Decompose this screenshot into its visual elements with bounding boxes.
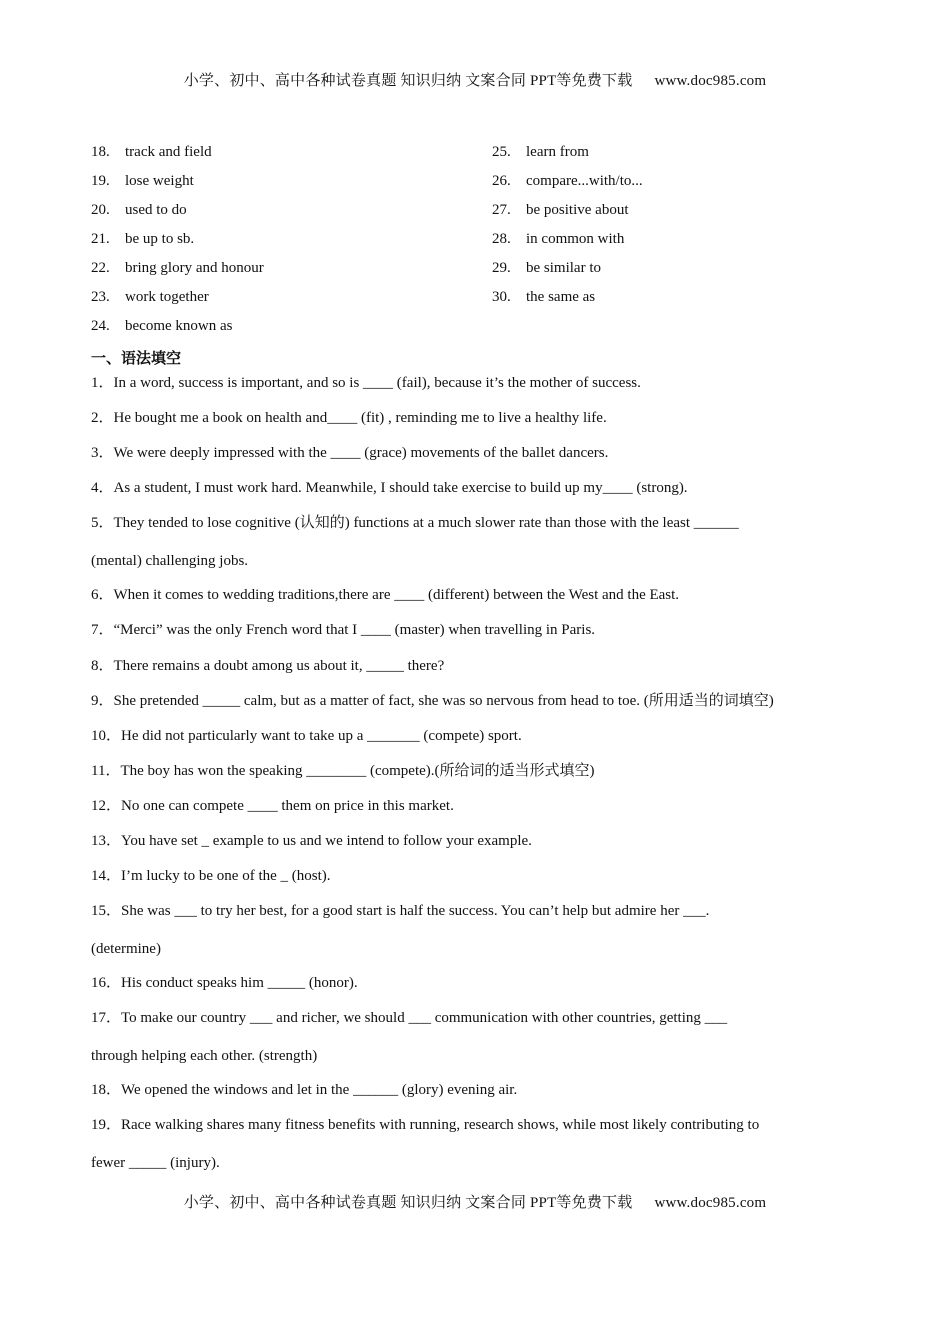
vocab-phrase: work together — [125, 289, 209, 305]
header-site-link[interactable]: www.doc985.com — [654, 73, 767, 89]
question-line: 12．No one can compete ____ them on price in this market. — [91, 798, 454, 814]
vocab-item — [492, 287, 643, 316]
vocab-number: 23. — [91, 289, 110, 305]
question-line: 18．We opened the windows and let in the ______ (glory) evening air. — [91, 1082, 518, 1098]
vocab-phrase: compare...with/to... — [526, 173, 643, 189]
footer-text: 小学、初中、高中各种试卷真题 知识归纳 文案合同 PPT等免费下载 — [183, 1195, 633, 1211]
vocab-item — [492, 229, 643, 258]
question-line: 1．In a word, success is important, and so is ____ (fail), because it’s the mother of success. — [91, 375, 641, 391]
question-line: 5．They tended to lose cognitive (认知的) functions at a much slower rate than those with the least ______ — [91, 515, 739, 531]
vocab-number: 20. — [91, 202, 110, 218]
vocab-phrase: learn from — [526, 144, 589, 160]
question-line: 2．He bought me a book on health and____ (fit) , reminding me to live a healthy life. — [91, 410, 607, 426]
question-line: 13．You have set _ example to us and we intend to follow your example. — [91, 833, 532, 849]
page-footer — [0, 1191, 950, 1212]
vocab-item — [91, 258, 264, 287]
question-line-continued: (mental) challenging jobs. — [91, 553, 249, 569]
vocab-phrase: track and field — [125, 144, 212, 160]
vocab-phrase: lose weight — [125, 173, 194, 189]
vocab-phrase: become known as — [125, 318, 233, 334]
vocab-item — [91, 229, 264, 258]
vocab-number: 19. — [91, 173, 110, 189]
footer-site-link[interactable]: www.doc985.com — [654, 1195, 767, 1211]
vocab-number: 27. — [492, 202, 511, 218]
page-header — [0, 69, 950, 90]
vocab-phrase: in common with — [526, 231, 625, 247]
vocab-item — [91, 200, 264, 229]
vocab-number: 24. — [91, 318, 110, 334]
question-line-continued: (determine) — [91, 941, 161, 957]
header-text: 小学、初中、高中各种试卷真题 知识归纳 文案合同 PPT等免费下载 — [183, 73, 633, 89]
question-line: 9．She pretended _____ calm, but as a matter of fact, she was so nervous from head to toe. (所用适当的词填空) — [91, 693, 774, 709]
vocab-item — [91, 171, 264, 200]
vocab-phrase: bring glory and honour — [125, 260, 264, 276]
question-line: 7．“Merci” was the only French word that I ____ (master) when travelling in Paris. — [91, 622, 596, 638]
vocab-number: 21. — [91, 231, 110, 247]
vocab-phrase: used to do — [125, 202, 187, 218]
vocab-number: 30. — [492, 289, 511, 305]
question-line: 3．We were deeply impressed with the ____ (grace) movements of the ballet dancers. — [91, 445, 609, 461]
question-line: 19．Race walking shares many fitness benefits with running, research shows, while most likely contributing to — [91, 1117, 760, 1133]
question-line: 4．As a student, I must work hard. Meanwhile, I should take exercise to build up my____ (strong). — [91, 480, 688, 496]
vocab-number: 29. — [492, 260, 511, 276]
question-line: 15．She was ___ to try her best, for a good start is half the success. You can’t help but admire her ___. — [91, 903, 710, 919]
vocab-phrase: the same as — [526, 289, 596, 305]
question-line-continued: fewer _____ (injury). — [91, 1155, 220, 1171]
question-line: 6．When it comes to wedding traditions,there are ____ (different) between the West and the East. — [91, 587, 680, 603]
vocab-item — [91, 316, 264, 345]
vocab-list-left — [91, 142, 264, 345]
vocab-item — [91, 142, 264, 171]
vocab-item — [492, 258, 643, 287]
question-line: 17．To make our country ___ and richer, we should ___ communication with other countries, getting ___ — [91, 1010, 728, 1026]
vocab-number: 18. — [91, 144, 110, 160]
vocab-number: 26. — [492, 173, 511, 189]
vocab-phrase: be positive about — [526, 202, 629, 218]
question-line: 11．The boy has won the speaking ________ (compete).(所给词的适当形式填空) — [91, 763, 595, 779]
question-line-continued: through helping each other. (strength) — [91, 1048, 318, 1064]
section-title: 一、语法填空 — [91, 349, 182, 367]
vocab-phrase: be up to sb. — [125, 231, 195, 247]
vocab-item — [492, 142, 643, 171]
vocab-number: 22. — [91, 260, 110, 276]
vocab-list-right — [492, 142, 643, 316]
vocab-item — [91, 287, 264, 316]
question-line: 16．His conduct speaks him _____ (honor). — [91, 975, 358, 991]
question-line: 14．I’m lucky to be one of the _ (host). — [91, 868, 331, 884]
vocab-item — [492, 171, 643, 200]
vocab-number: 25. — [492, 144, 511, 160]
question-line: 10．He did not particularly want to take up a _______ (compete) sport. — [91, 728, 522, 744]
vocab-number: 28. — [492, 231, 511, 247]
question-line: 8．There remains a doubt among us about it, _____ there? — [91, 658, 445, 674]
vocab-item — [492, 200, 643, 229]
vocab-phrase: be similar to — [526, 260, 601, 276]
